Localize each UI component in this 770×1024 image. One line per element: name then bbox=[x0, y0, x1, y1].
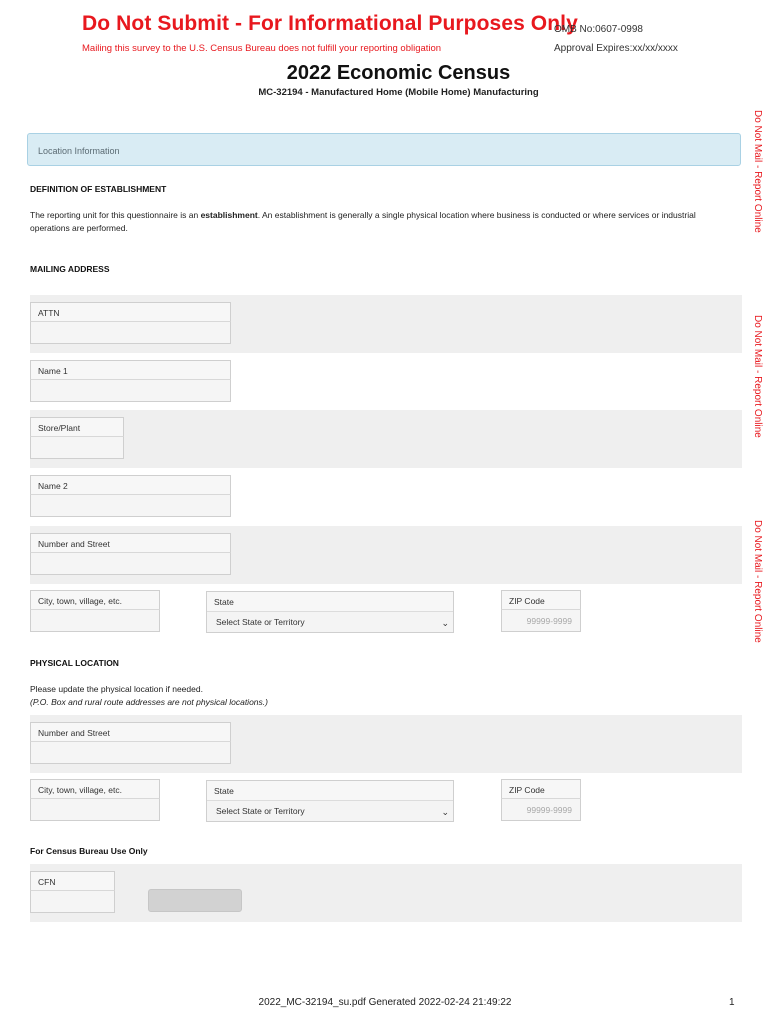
physical-city-input[interactable] bbox=[30, 799, 160, 821]
name2-label: Name 2 bbox=[30, 475, 231, 495]
approval-expires: Approval Expires:xx/xx/xxxx bbox=[554, 43, 678, 54]
physical-location-heading: PHYSICAL LOCATION bbox=[30, 658, 119, 668]
form-subtitle: MC-32194 - Manufactured Home (Mobile Home) Manufacturing bbox=[258, 87, 539, 98]
physical-location-note: (P.O. Box and rural route addresses are not physical locations.) bbox=[30, 697, 268, 707]
definition-heading: DEFINITION OF ESTABLISHMENT bbox=[30, 184, 167, 194]
attn-label: ATTN bbox=[30, 302, 231, 322]
mailing-zip-label: ZIP Code bbox=[501, 590, 581, 610]
side-notice-2: Do Not Mail - Report Online bbox=[752, 315, 763, 438]
cfn-input bbox=[30, 891, 115, 913]
census-use-button[interactable] bbox=[148, 889, 242, 912]
cfn-label: CFN bbox=[30, 871, 115, 891]
do-not-submit-banner: Do Not Submit - For Informational Purposes Only bbox=[82, 12, 578, 35]
physical-zip-input[interactable]: 99999-9999 bbox=[501, 799, 581, 821]
footer-generated: 2022_MC-32194_su.pdf Generated 2022-02-24 21:49:22 bbox=[258, 997, 512, 1008]
physical-zip-field bbox=[501, 779, 581, 821]
store-row bbox=[30, 410, 742, 468]
mailing-street-field bbox=[30, 533, 231, 575]
mailing-state-label: State bbox=[207, 592, 453, 612]
page-title: 2022 Economic Census bbox=[286, 62, 511, 84]
mailing-state-select[interactable]: Select State or Territory ⌄ bbox=[207, 612, 453, 632]
attn-input[interactable] bbox=[30, 322, 231, 344]
cfn-row bbox=[30, 864, 742, 922]
location-information-label: Location Information bbox=[38, 146, 120, 156]
name2-input[interactable] bbox=[30, 495, 231, 517]
physical-city-field bbox=[30, 779, 160, 821]
mailing-street-label: Number and Street bbox=[30, 533, 231, 553]
mailing-address-heading: MAILING ADDRESS bbox=[30, 264, 110, 274]
physical-zip-label: ZIP Code bbox=[501, 779, 581, 799]
definition-text: The reporting unit for this questionnaire is an establishment. An establishment is generally a single physical location where business is conducted or where services or industrial operations are performed. bbox=[30, 210, 696, 233]
store-plant-label: Store/Plant bbox=[30, 417, 124, 437]
mailing-zip-input[interactable]: 99999-9999 bbox=[501, 610, 581, 632]
location-information-panel bbox=[27, 133, 741, 166]
mailing-city-input[interactable] bbox=[30, 610, 160, 632]
store-plant-field bbox=[30, 417, 124, 459]
store-plant-input[interactable] bbox=[30, 437, 124, 459]
physical-location-instruction: Please update the physical location if needed. bbox=[30, 684, 203, 694]
mailing-zip-field bbox=[501, 590, 581, 632]
physical-city-label: City, town, village, etc. bbox=[30, 779, 160, 799]
name2-field bbox=[30, 475, 231, 517]
reporting-obligation-note: Mailing this survey to the U.S. Census Bureau does not fulfill your reporting obligation bbox=[82, 43, 442, 54]
mailing-street-input[interactable] bbox=[30, 553, 231, 575]
physical-state-label: State bbox=[207, 781, 453, 801]
attn-field bbox=[30, 302, 231, 344]
side-notice-3: Do Not Mail - Report Online bbox=[752, 520, 763, 643]
chevron-down-icon: ⌄ bbox=[441, 807, 449, 817]
page-number: 1 bbox=[729, 997, 735, 1008]
physical-street-field bbox=[30, 722, 231, 764]
physical-state-select[interactable]: Select State or Territory ⌄ bbox=[207, 801, 453, 821]
name1-field bbox=[30, 360, 231, 402]
physical-street-label: Number and Street bbox=[30, 722, 231, 742]
mailing-state-field bbox=[206, 591, 454, 633]
census-use-heading: For Census Bureau Use Only bbox=[30, 846, 148, 856]
physical-street-input[interactable] bbox=[30, 742, 231, 764]
mailing-city-field bbox=[30, 590, 160, 632]
cfn-field bbox=[30, 871, 115, 913]
mailing-city-label: City, town, village, etc. bbox=[30, 590, 160, 610]
omb-number: OMB No:0607-0998 bbox=[554, 24, 643, 35]
physical-state-field bbox=[206, 780, 454, 822]
chevron-down-icon: ⌄ bbox=[441, 618, 449, 628]
name1-input[interactable] bbox=[30, 380, 231, 402]
side-notice-1: Do Not Mail - Report Online bbox=[752, 110, 763, 233]
name1-label: Name 1 bbox=[30, 360, 231, 380]
